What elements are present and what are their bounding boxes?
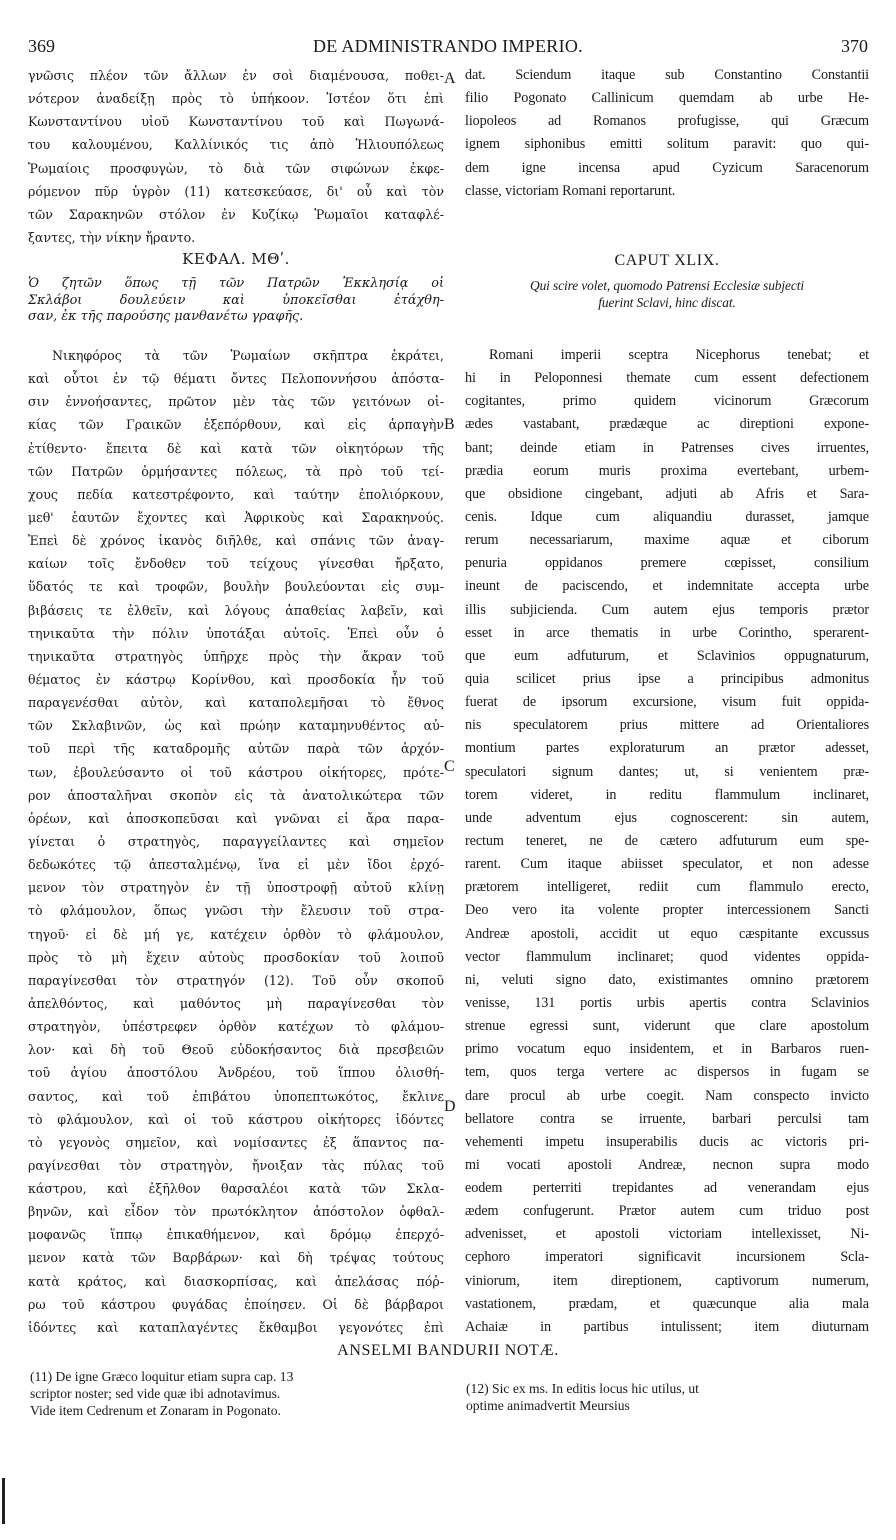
text-line: τὸ γεγονὸς σημεῖον, καὶ νομίσαντες ἐξ ἅπαντος πα- [28, 1134, 444, 1150]
text-line: dare procul ab urbe coegit. Nam conspecto invicto [465, 1087, 869, 1104]
text-line: viniorum, item direptionem, captivorum numerum, [465, 1272, 869, 1289]
latin-body [465, 344, 869, 1339]
note-line: Vide item Cedrenum et Zonaram in Pogonato. [30, 1403, 281, 1418]
text-line: torem videret, in reditu flammulum inclinaret, [465, 786, 869, 803]
text-line: παραγίνεσθαι τὸν στρατηγόν (12). Τοῦ οὖν σκοποῦ [28, 972, 444, 988]
text-line: Κωνσταντίνου υἱοῦ Κωνσταντίνου τοῦ καὶ Πωγωνά- [28, 114, 444, 130]
text-line: prætorem intelligeret, rediit cum flammulo erecto, [465, 879, 869, 896]
text-line: ἀπελθόντος, καὶ μαθόντος μὴ παραγίνεσθαι τὸν [28, 995, 444, 1011]
text-line: que obsidione cingebant, adjuti ab Afris et Sara- [465, 485, 869, 502]
text-line: rectum teneret, ne de cætero adfuturum eum spe- [465, 832, 869, 849]
text-line: ineunt de paciscendo, et indemnitate accepta urbe [465, 578, 869, 595]
text-line: τῶν Σαρακηνῶν στόλον ἐν Κυζίκῳ Ῥωμαῖοι καταφλέ- [28, 206, 444, 222]
text-line: σιν ἐννοήσαντες, πρῶτον μὲν τὰς τῶν γειτόνων οἰ- [28, 394, 444, 410]
greek-intro [28, 64, 444, 249]
text-line: filio Pogonato Callinicum quemdam ab urbe He- [465, 90, 869, 107]
text-line: κίας τῶν Γραικῶν ἐξεπόρθουν, καὶ εἰς ἁρπαγὴν [28, 417, 444, 433]
text-line: liopoleos ad Romanos profugisse, qui Græcum [465, 113, 869, 130]
text-line: ὀρέων, καὶ ἀποσκοπεῦσαι καὶ γνῶναι εἰ ἄρα παρα- [28, 810, 444, 826]
text-line: ignem siphonibus emitti solitum paravit: quo qui- [465, 136, 869, 153]
text-line: advenisset, et apostoli victoriam intellexisset, Ni- [465, 1226, 869, 1243]
text-line: Ἐπεὶ δὲ χρόνος ἱκανὸς διῆλθε, καὶ σπάνις τῶν ἀναγ- [28, 533, 444, 549]
text-line: βηνῶν, καὶ εἶδον τὸν πρωτόκλητον ἀπόστολον ὀφθαλ- [28, 1204, 444, 1220]
text-line: τὸ φλάμουλον, ὅπως γνῶσι τὴν ἔλευσιν τοῦ στρα- [28, 903, 444, 919]
scan-edge-mark [2, 1478, 5, 1524]
text-line: Νικηφόρος τὰ τῶν Ῥωμαίων σκῆπτρα ἐκράτει, [52, 348, 444, 363]
text-line: mi vocati apostoli Andreæ, necnon supra modo [465, 1156, 869, 1173]
greek-chapter-heading: ΚΕΦΑΛ. ΜΘʹ. [182, 250, 290, 268]
text-line: λον· καὶ δὴ τοῦ Θεοῦ εὐδοκήσαντος διὰ πρεσβειῶν [28, 1042, 444, 1058]
note-line: (12) Sic ex ms. In editis locus hic utilus, ut [466, 1381, 699, 1396]
text-line: μεθ' ἑαυτῶν ἔχοντες καὶ Ἀφρικοὺς καὶ Σαρακηνούς. [28, 509, 444, 525]
text-line: βιβάσεις τε ἐλθεῖν, καὶ λόγους ἀπαθείας λαβεῖν, καὶ [28, 602, 444, 618]
notes-title: ANSELMI BANDURII NOTÆ. [337, 1342, 559, 1359]
rubric-line: Qui scire volet, quomodo Patrensi Ecclesiæ subjecti [530, 278, 804, 293]
text-line: fuerat de ipsorum excursione, visum fuit oppida- [465, 694, 869, 711]
text-line: vector flammulum inclinaret; quod videntes oppida- [465, 948, 869, 965]
text-line: μενον κατὰ τῶν Βαρβάρων· καὶ δὴ τρέψας τούτους [28, 1250, 444, 1266]
text-line: prædia eorum muris proxima evertebant, urbem- [465, 462, 869, 479]
text-line: τοῦ περὶ τῆς καταδρομῆς αὐτῶν παρὰ τῶν ἀρχόν- [28, 741, 444, 757]
latin-intro [465, 64, 869, 203]
rubric-line: σαν, ἐκ τῆς παρούσης μανθανέτω γραφῆς. [28, 309, 304, 324]
text-line: τὸ φλάμουλον, καὶ οἱ τοῦ κάστρου οἰκήτορες ἰδόντες [28, 1111, 444, 1127]
text-line: παραγενέσθαι αὐτὸν, καὶ καταπολεμῆσαι τὸ ἔθνος [28, 695, 444, 711]
text-line: γίνεται ὁ στρατηγὸς, παραγγείλαντες καὶ σημεῖον [28, 833, 444, 849]
text-line: ædem confugerunt. Prætor autem cum triduo post [465, 1203, 869, 1220]
text-line: Ῥωμαίοις προσφυγὼν, τὸ διὰ τῶν σιφώνων ἐκφε- [28, 160, 444, 176]
running-header [28, 36, 868, 58]
text-line: dem igne incensa apud Cyzicum Saracenorum [465, 159, 869, 176]
latin-chapter-heading: CAPUT XLIX. [614, 252, 720, 269]
greek-body [28, 344, 444, 1339]
rubric-line: fuerint Sclavi, hinc discat. [598, 294, 736, 310]
greek-rubric [28, 276, 444, 326]
text-line: speculatori signum dantes; ut, si venientem præ- [465, 763, 869, 780]
text-line: Romani imperii sceptra Nicephorus tenebat; et [489, 347, 869, 363]
text-line: τηνικαῦτα τὴν πόλιν ὑποτάξαι αὐτοῖς. Ἐπεὶ οὖν ὁ [28, 625, 444, 641]
page-number-left: 369 [28, 36, 55, 56]
text-line: cogitantes, primo quidem vicinorum Græcorum [465, 393, 869, 410]
running-title: DE ADMINISTRANDO IMPERIO. [312, 36, 583, 56]
text-line: ξαντες, τὴν νίκην ἤραντο. [28, 229, 196, 245]
text-line: vehementi impetu insuperabilis ducis ac victoris pri- [465, 1133, 869, 1150]
text-line: bant; deinde etiam in Patrenses cives irruentes, [465, 439, 869, 456]
text-line: cephoro imperatori significavit incursionem Scla- [465, 1249, 869, 1266]
text-line: χους πεδία κατεστρέφοντο, καὶ ταύτην ἐπολιόρκουν, [28, 486, 444, 502]
text-line: ρον ἀποσταλῆναι σκοπὸν εἰς τὰ ἀνατολικώτερα τῶν [28, 787, 444, 803]
text-line: primo vocatum equo insidentem, et in Barbaros ruen- [465, 1041, 869, 1058]
text-line: θέματος ἐν κάστρῳ Κορίνθου, καὶ προσδοκία ἦν τοῦ [28, 671, 444, 687]
text-line: ni, veluti signo dato, existimantes omnino prætorem [465, 971, 869, 988]
text-line: illis subjicienda. Cum autem ejus temporis prætor [465, 601, 869, 618]
text-line: πρὸς τὸ μὴ ἔχειν αὐτοὺς προσδοκίαν τοῦ λοιποῦ [28, 949, 444, 965]
rubric-line: Ὁ ζητῶν ὅπως τῇ τῶν Πατρῶν Ἐκκλησίᾳ οἱ [28, 276, 444, 291]
text-line: γνῶσις πλέον τῶν ἄλλων ἐν σοὶ διαμένουσα, ποθει- [28, 68, 444, 83]
text-line: eodem perterriti trepidantes ad venerandam ejus [465, 1180, 869, 1197]
text-line: strenue egressi sunt, viderunt que clare apostolum [465, 1018, 869, 1035]
text-line: μενον τὸν στρατηγὸν ἐν τῇ ὑποστροφῇ αὐτοῦ κλίνῃ [28, 880, 444, 896]
note-line: optime animadvertit Meursius [466, 1398, 630, 1413]
text-line: καὶ οὗτοι ἐν τῷ θέματι ὄντες Πελοποννήσου ἀπόστα- [28, 371, 444, 387]
text-line: classe, victoriam Romani reportarunt. [465, 182, 676, 199]
text-line: του καλουμένου, Καλλίνικός τις ἀπὸ Ἡλιουπόλεως [28, 137, 444, 153]
text-line: ρω τοῦ κάστρου φυγάδας ἐποίησεν. Οἱ δὲ βάρβαροι [28, 1296, 444, 1312]
text-line: vastationem, prædam, et quæcunque alia mala [465, 1295, 869, 1312]
text-line: σαντος, καὶ τοῦ ἐπιβάτου ὑποπεπτωκότος, ἔκλινε [28, 1088, 444, 1104]
text-line: τηνικαῦτα στρατηγὸς ὑπῆρχε πρὸς τὴν ἄκραν τοῦ [28, 648, 444, 664]
text-line: venisse, 131 portis urbis apertis contra Sclavinios [465, 994, 869, 1011]
text-line: quia scilicet prius ipse a principibus admonitus [465, 670, 869, 687]
text-line: dat. Sciendum itaque sub Constantino Constantii [465, 67, 869, 83]
text-line: penuria oppidanos premere cœpisset, consilium [465, 555, 869, 572]
text-line: δεδωκότες τῷ ἀπεσταλμένῳ, ἵνα εἰ μὲν ἴδοι ἐρχό- [28, 857, 444, 873]
text-line: tem, quos terga vertere ac dispersos in fugam se [465, 1064, 869, 1081]
text-line: κάστρου, καὶ ἐξῆλθον θαρσαλέοι κατὰ τῶν Σκλα- [28, 1181, 444, 1197]
text-line: unde adventum ejus cognoscerent: sin autem, [465, 809, 869, 826]
text-line: ρόμενον πῦρ ὑγρὸν (11) κατεσκεύασε, δι' οὗ καὶ τὸν [28, 183, 444, 199]
text-line: τηγοῦ· εἰ δὲ μή γε, κατέχειν ὀρθὸν τὸ φλάμουλον, [28, 926, 444, 942]
page-number-right: 370 [841, 36, 868, 56]
text-line: ἐτίθεντο· ἔπειτα δὲ καὶ κατὰ τῶν οἰκητόρων τῆς [28, 440, 444, 456]
text-line: νότερον ἀναδείξῃ πρὸς τὸ ὑπήκοον. Ἰστέον ὅτι ἐπὶ [28, 91, 444, 107]
text-line: μοφανῶς ἵππῳ ἐπικαθήμενον, καὶ δρόμῳ ἐπερχό- [28, 1227, 444, 1243]
note-line: (11) De igne Græco loquitur etiam supra cap. 13 [30, 1369, 294, 1384]
rubric-line: Σκλάβοι δουλεύειν καὶ ὑποκεῖσθαι ἐτάχθη- [28, 292, 444, 308]
text-line: τοῦ ἁγίου ἀποστόλου Ἀνδρέου, τοῦ ἵππου ὀλισθή- [28, 1065, 444, 1081]
text-line: esset in arce thematis in urbe Corintho, sperarent- [465, 624, 869, 641]
margin-marker-d: D [444, 1098, 456, 1115]
text-line: cenis. Idque cum aliquandiu durasset, jamque [465, 508, 869, 525]
text-line: κατὰ κράτος, καὶ διασκορπίσας, καὶ ἀπελάσας πόῤ- [28, 1273, 444, 1289]
text-line: ædes vastabant, prædæque ac direptioni expone- [465, 416, 869, 433]
text-line: των, ἐβουλεύσαντο οἱ τοῦ κάστρου οἰκήτορες, πρότε- [28, 764, 444, 780]
text-line: καίων τοῖς ἔνδοθεν τοῦ τείχους γίνεσθαι ἤρξατο, [28, 556, 444, 572]
text-line: Achaiæ in partibus intulissent; item diuturnam [465, 1318, 869, 1335]
text-line: Deo vero ita volente propter intercessionem Sancti [465, 902, 869, 919]
text-line: ὕδατός τε καὶ τροφῶν, βουλὴν βουλεύονται εἰς συμ- [28, 579, 444, 595]
text-line: τῶν Σκλαβινῶν, ὡς καὶ πρώην καταμηνυθέντος αὐ- [28, 718, 444, 734]
text-line: hi in Peloponnesi themate cum essent defectionem [465, 370, 869, 387]
margin-marker-c: C [444, 758, 455, 775]
text-line: montium partes exploraturum an prætor adesset, [465, 740, 869, 757]
text-line: ραγίνεσθαι τὸν στρατηγὸν, ἤνοιξαν τὰς πύλας τοῦ [28, 1157, 444, 1173]
text-line: que eum adfuturum, et Sclavinios oppugnaturum, [465, 647, 869, 664]
text-line: τῶν Πατρῶν ὁρμήσαντες πόλεως, τὰ πρὸ τοῦ τεί- [28, 463, 444, 479]
text-line: στρατηγὸν, ὑπέστρεφεν ὀρθὸν κατέχων τὸ φλάμου- [28, 1019, 444, 1035]
text-line: bellatore contra se irruente, barbari perculsi tam [465, 1110, 869, 1127]
text-line: rerum necessariarum, maxime aquæ et ciborum [465, 532, 869, 549]
margin-marker-b: B [444, 416, 455, 433]
note-11 [30, 1368, 440, 1419]
text-line: nis speculatorem prius mittere ad Orientaliores [465, 717, 869, 734]
text-line: rarent. Cum itaque abiisset speculator, et non adesse [465, 856, 869, 873]
note-line: scriptor noster; sed vide quæ ibi adnotavimus. [30, 1386, 281, 1401]
note-12 [466, 1380, 870, 1414]
text-line: Andreæ apostoli, accidit ut equo cæspitante excussus [465, 925, 869, 942]
text-line: ἰδόντες καὶ καταπλαγέντες ἔκθαμβοι γεγονότες ἐπὶ [28, 1319, 444, 1335]
margin-marker-a: A [444, 70, 456, 87]
latin-rubric [465, 278, 869, 311]
